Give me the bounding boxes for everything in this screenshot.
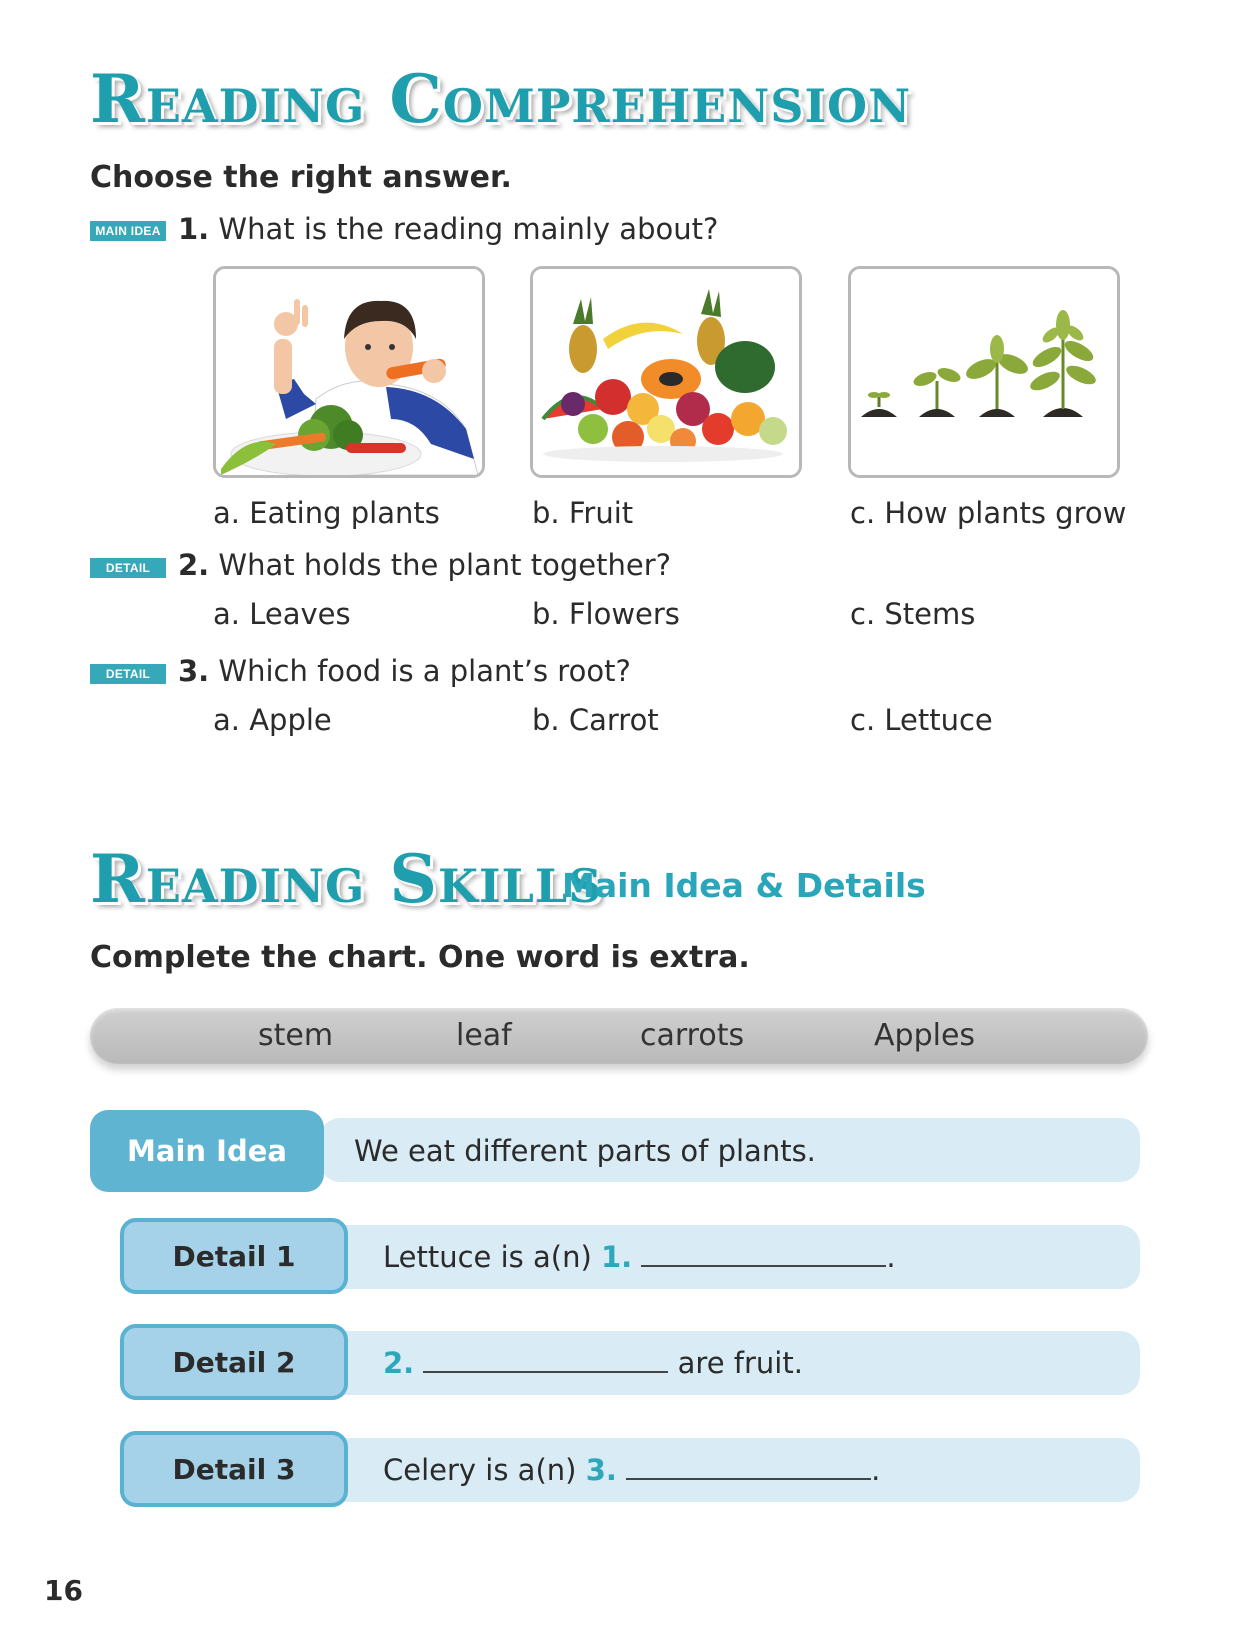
image-sprouts-growing[interactable] xyxy=(848,266,1120,478)
detail-3-before: Celery is a(n) xyxy=(383,1453,577,1487)
word-bank xyxy=(90,1008,1148,1064)
detail-3-text xyxy=(383,1453,880,1487)
q1-option-a[interactable]: a. Eating plants xyxy=(213,496,440,530)
blank-3-number: 3. xyxy=(585,1453,617,1487)
section-title-skills: Reading Skills xyxy=(90,840,603,918)
q2-option-a[interactable]: a. Leaves xyxy=(213,597,351,631)
question-number: 3. xyxy=(178,654,210,688)
image-boy-eating-vegetables[interactable] xyxy=(213,266,485,478)
q2-option-b[interactable]: b. Flowers xyxy=(532,597,680,631)
instruction-complete-chart: Complete the chart. One word is extra. xyxy=(90,940,750,975)
instruction-choose: Choose the right answer. xyxy=(90,160,512,195)
q1-option-c[interactable]: c. How plants grow xyxy=(850,496,1127,530)
section-subtitle: Main Idea & Details xyxy=(562,866,926,905)
main-idea-label: Main Idea xyxy=(90,1110,324,1192)
q2-option-c[interactable]: c. Stems xyxy=(850,597,976,631)
word-bank-item[interactable]: carrots xyxy=(640,1018,745,1053)
detail-1-before: Lettuce is a(n) xyxy=(383,1240,592,1274)
question-1 xyxy=(178,212,718,246)
question-text: Which food is a plant’s root? xyxy=(218,654,631,688)
pile-of-fruit-illustration xyxy=(533,269,799,475)
question-number: 2. xyxy=(178,548,210,582)
question-text: What holds the plant together? xyxy=(218,548,672,582)
question-2 xyxy=(178,548,671,582)
question-3 xyxy=(178,654,631,688)
detail-2-text xyxy=(383,1346,803,1380)
detail-1-after: . xyxy=(886,1240,896,1274)
question-number: 1. xyxy=(178,212,210,246)
detail-2-after: are fruit. xyxy=(677,1346,803,1380)
detail-1-label: Detail 1 xyxy=(120,1218,348,1294)
detail-2-label: Detail 2 xyxy=(120,1324,348,1400)
word-bank-item[interactable]: Apples xyxy=(874,1018,976,1053)
q3-option-c[interactable]: c. Lettuce xyxy=(850,703,993,737)
section-title-comprehension: Reading Comprehension xyxy=(90,60,912,138)
q1-option-b[interactable]: b. Fruit xyxy=(532,496,634,530)
word-bank-item[interactable]: leaf xyxy=(456,1018,512,1053)
tag-detail: DETAIL xyxy=(90,664,166,684)
sprouts-growing-illustration xyxy=(851,269,1117,475)
tag-main-idea: MAIN IDEA xyxy=(90,221,166,241)
main-idea-text: We eat different parts of plants. xyxy=(354,1134,816,1168)
q3-option-a[interactable]: a. Apple xyxy=(213,703,332,737)
detail-1-text xyxy=(383,1240,896,1274)
image-pile-of-fruit[interactable] xyxy=(530,266,802,478)
blank-2-input[interactable] xyxy=(423,1351,668,1373)
page-number: 16 xyxy=(44,1574,83,1607)
q3-option-b[interactable]: b. Carrot xyxy=(532,703,659,737)
boy-eating-vegetables-illustration xyxy=(216,269,482,475)
blank-2-number: 2. xyxy=(383,1346,415,1380)
question-text: What is the reading mainly about? xyxy=(218,212,719,246)
detail-3-label: Detail 3 xyxy=(120,1431,348,1507)
detail-3-after: . xyxy=(871,1453,881,1487)
word-bank-item[interactable]: stem xyxy=(258,1018,334,1053)
blank-1-input[interactable] xyxy=(641,1245,886,1267)
tag-detail: DETAIL xyxy=(90,558,166,578)
blank-1-number: 1. xyxy=(601,1240,633,1274)
blank-3-input[interactable] xyxy=(626,1458,871,1480)
